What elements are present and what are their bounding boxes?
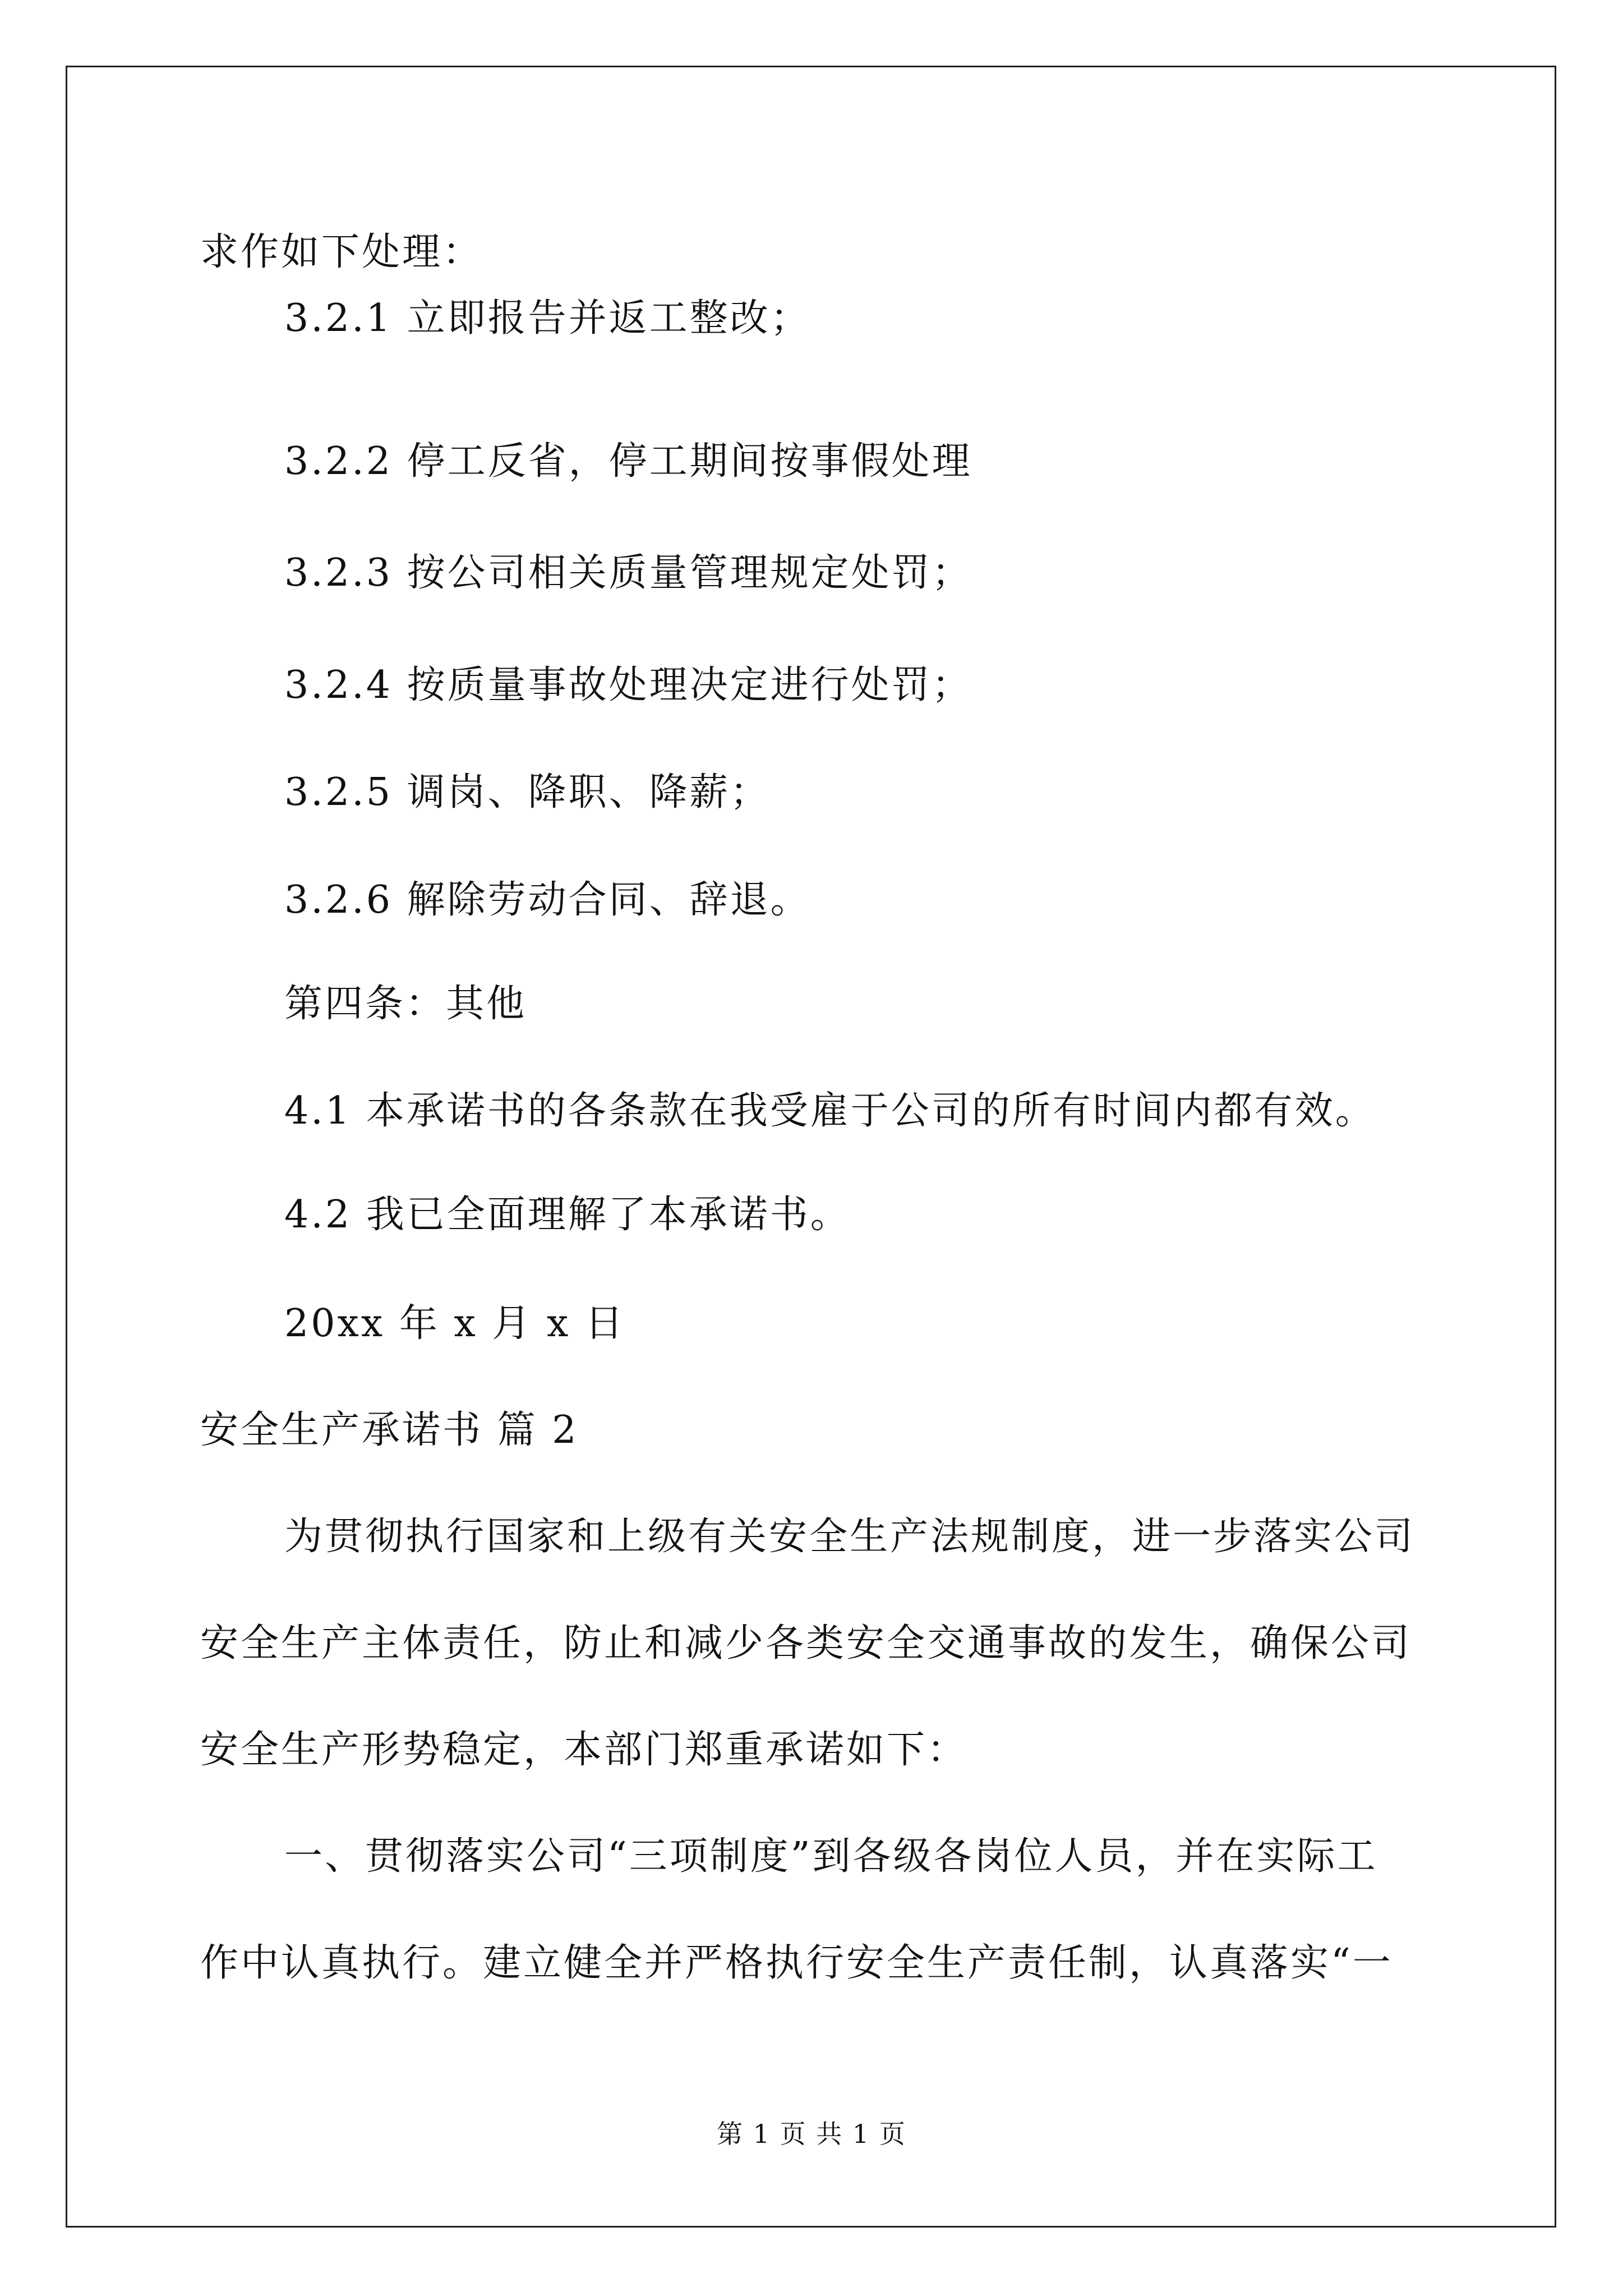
text-line: 3.2.4 按质量事故处理决定进行处罚； [284,663,972,707]
date-line: 20xx 年 x 月 x 日 [284,1301,626,1346]
text-line: 4.2 我已全面理解了本承诺书。 [284,1193,851,1237]
text-line: 求作如下处理： [200,230,483,274]
text-line: 4.1 本承诺书的各条款在我受雇于公司的所有时间内都有效。 [284,1089,1376,1133]
text-line: 为贯彻执行国家和上级有关安全生产法规制度，进一步落实公司 [284,1515,1415,1559]
article-title: 安全生产承诺书 篇 2 [200,1408,579,1452]
text-line: 3.2.3 按公司相关质量管理规定处罚； [284,551,972,595]
text-line: 安全生产形势稳定，本部门郑重承诺如下： [200,1728,968,1772]
text-line: 3.2.6 解除劳动合同、辞退。 [284,878,811,922]
text-line: 3.2.1 立即报告并返工整改； [284,296,811,341]
text-line: 3.2.2 停工反省，停工期间按事假处理 [284,439,972,484]
page-footer: 第 1 页 共 1 页 [717,2119,906,2149]
text-line: 作中认真执行。建立健全并严格执行安全生产责任制，认真落实“一 [200,1941,1393,1985]
text-line: 3.2.5 调岗、降职、降薪； [284,770,771,815]
page-border [66,66,1556,2228]
text-line: 一、贯彻落实公司“三项制度”到各级各岗位人员，并在实际工 [284,1834,1378,1879]
section-heading: 第四条：其他 [284,982,527,1026]
text-line: 安全生产主体责任，防止和减少各类安全交通事故的发生，确保公司 [200,1621,1412,1665]
